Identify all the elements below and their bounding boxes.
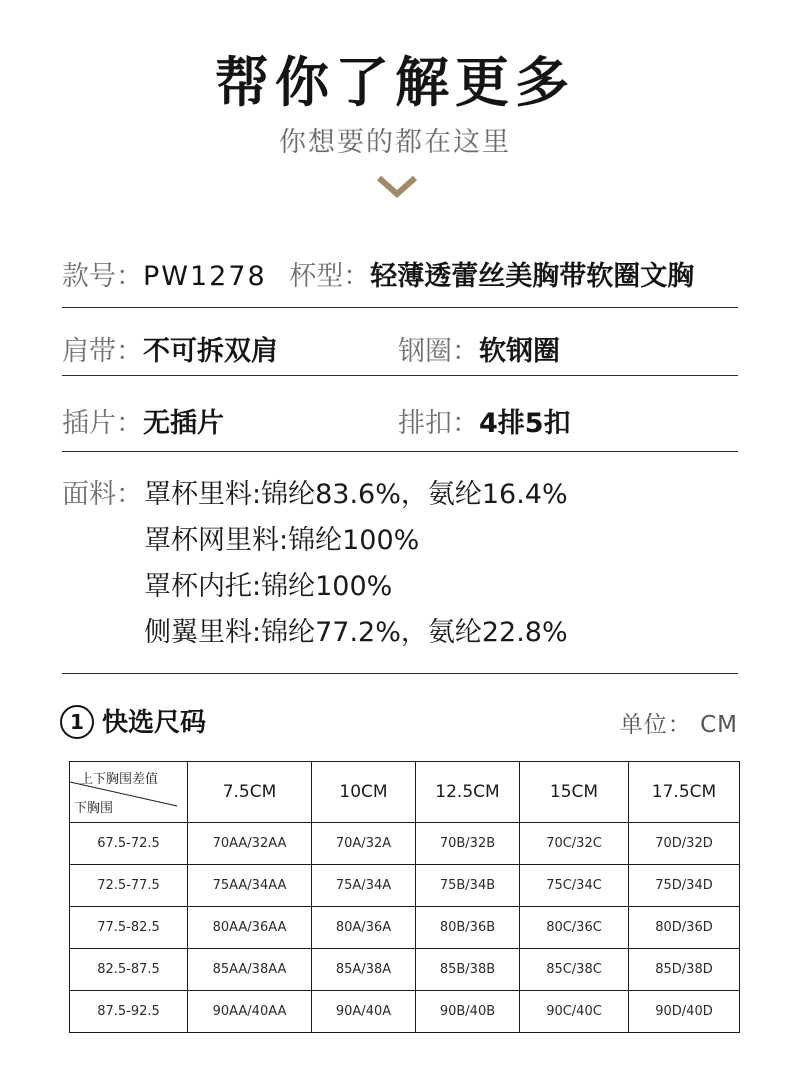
- size-table: [69, 761, 740, 1033]
- size-section-title: [60, 702, 206, 739]
- row-label-cell: 72.5-77.5: [70, 865, 188, 907]
- cup-label: 杯型：: [289, 261, 371, 292]
- spec-row-hook: [398, 407, 738, 441]
- column-header: 10CM: [312, 762, 416, 823]
- wire-value: 软钢圈: [479, 336, 560, 367]
- page-title: 帮你了解更多: [215, 51, 575, 114]
- divider: [62, 307, 738, 308]
- fabric-line: 罩杯网里料:锦纶100%: [144, 525, 420, 556]
- wire-label: 钢圈：: [398, 336, 479, 367]
- column-header: 12.5CM: [416, 762, 520, 823]
- size-cell: 70AA/32AA: [188, 823, 312, 865]
- size-cell: 90D/40D: [629, 991, 740, 1033]
- row-label-cell: 67.5-72.5: [70, 823, 188, 865]
- strap-label: 肩带：: [62, 336, 143, 367]
- size-cell: 75B/34B: [416, 865, 520, 907]
- table-row: [70, 991, 740, 1033]
- table-row: [70, 823, 740, 865]
- size-cell: 90B/40B: [416, 991, 520, 1033]
- row-label-cell: 82.5-87.5: [70, 949, 188, 991]
- size-cell: 90A/40A: [312, 991, 416, 1033]
- chevron-down-icon: [375, 172, 419, 200]
- size-cell: 85B/38B: [416, 949, 520, 991]
- fabric-line: 罩杯内托:锦纶100%: [144, 571, 393, 602]
- divider: [62, 673, 738, 674]
- model-value: PW1278: [143, 261, 267, 292]
- divider: [62, 451, 738, 452]
- table-body: [70, 823, 740, 1033]
- column-header: 7.5CM: [188, 762, 312, 823]
- size-cell: 75D/34D: [629, 865, 740, 907]
- column-header: 15CM: [520, 762, 629, 823]
- page-subtitle: 你想要的都在这里: [279, 127, 511, 158]
- table-corner-cell: [70, 762, 188, 823]
- table-row: [70, 907, 740, 949]
- size-cell: 70D/32D: [629, 823, 740, 865]
- pad-label: 插片：: [62, 408, 143, 439]
- unit-label: 单位： CM: [619, 712, 738, 738]
- size-cell: 70C/32C: [520, 823, 629, 865]
- table-header-row: [70, 762, 740, 823]
- column-header: 17.5CM: [629, 762, 740, 823]
- size-cell: 75A/34A: [312, 865, 416, 907]
- size-cell: 90C/40C: [520, 991, 629, 1033]
- fabric-line: 侧翼里料:锦纶77.2%，氨纶22.8%: [144, 617, 568, 648]
- table-row: [70, 949, 740, 991]
- row-label-cell: 77.5-82.5: [70, 907, 188, 949]
- size-cell: 80D/36D: [629, 907, 740, 949]
- size-cell: 80B/36B: [416, 907, 520, 949]
- size-cell: 80C/36C: [520, 907, 629, 949]
- size-cell: 75C/34C: [520, 865, 629, 907]
- hook-label: 排扣：: [398, 408, 479, 439]
- strap-value: 不可拆双肩: [143, 336, 278, 367]
- fabric-label: 面料：: [62, 479, 143, 510]
- model-label: 款号：: [62, 261, 143, 292]
- size-cell: 85C/38C: [520, 949, 629, 991]
- size-cell: 90AA/40AA: [188, 991, 312, 1033]
- size-cell: 75AA/34AA: [188, 865, 312, 907]
- spec-row-model: [62, 260, 738, 294]
- pad-value: 无插片: [143, 408, 224, 439]
- fabric-line: 罩杯里料:锦纶83.6%，氨纶16.4%: [144, 479, 568, 510]
- section-number-badge: 1: [60, 705, 94, 739]
- size-cell: 70B/32B: [416, 823, 520, 865]
- size-cell: 80AA/36AA: [188, 907, 312, 949]
- size-cell: 85AA/38AA: [188, 949, 312, 991]
- size-cell: 85A/38A: [312, 949, 416, 991]
- spec-row-wire: [398, 335, 738, 369]
- row-label-cell: 87.5-92.5: [70, 991, 188, 1033]
- corner-top-label: 上下胸围差值: [80, 772, 159, 787]
- divider: [62, 375, 738, 376]
- cup-value: 轻薄透蕾丝美胸带软圈文胸: [370, 261, 695, 292]
- size-cell: 85D/38D: [629, 949, 740, 991]
- table-row: [70, 865, 740, 907]
- size-cell: 70A/32A: [312, 823, 416, 865]
- size-cell: 80A/36A: [312, 907, 416, 949]
- size-section-label: 快选尺码: [102, 708, 207, 738]
- corner-bottom-label: 下胸围: [74, 801, 114, 816]
- hook-value: 4排5扣: [479, 408, 571, 439]
